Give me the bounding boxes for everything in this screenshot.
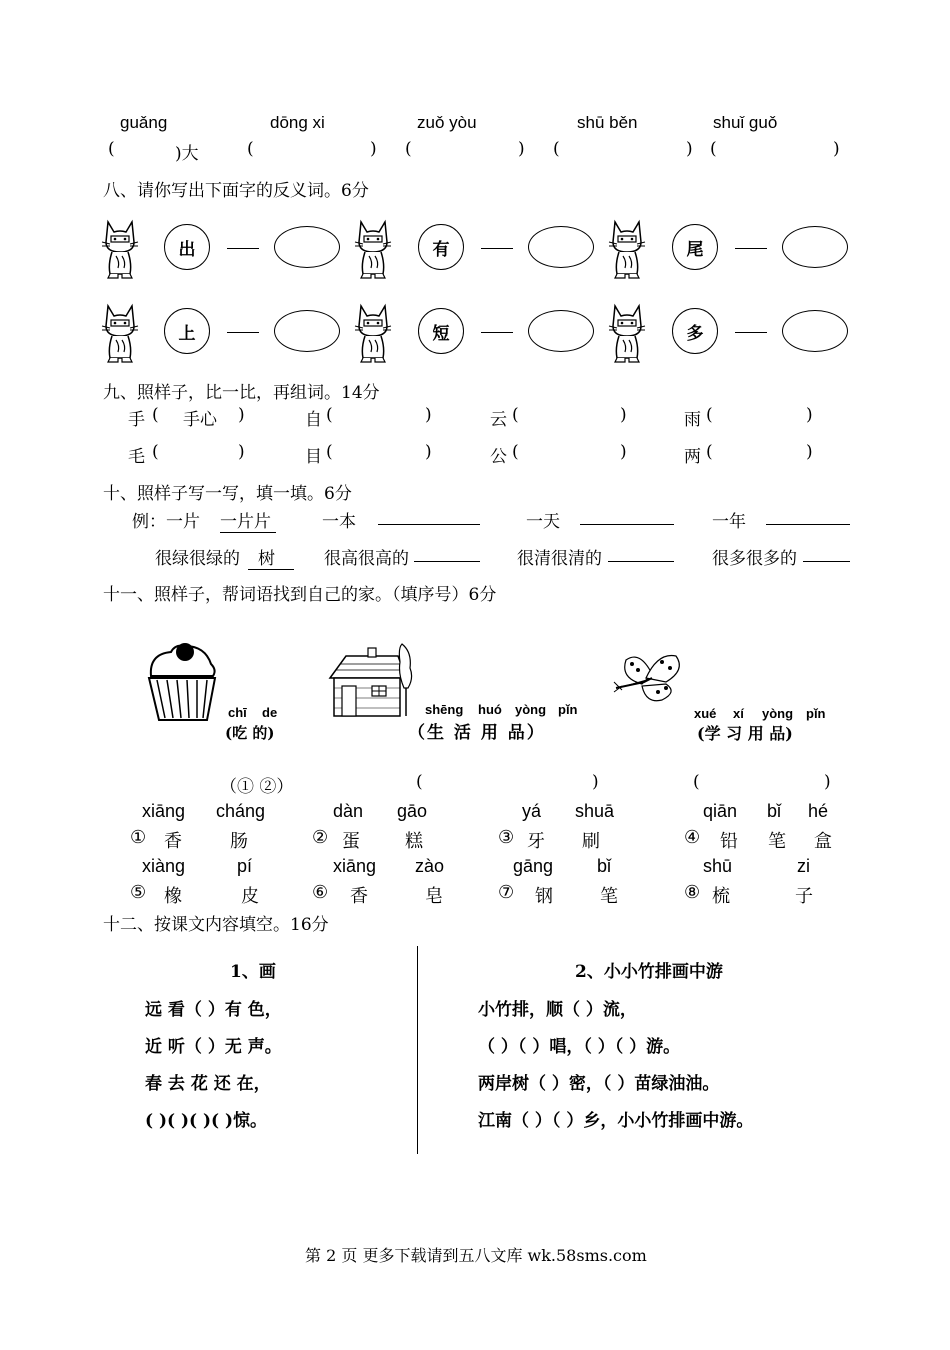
- antonym-char: 上: [164, 308, 210, 354]
- word-char: 糕: [405, 831, 423, 852]
- house-icon: [328, 638, 413, 720]
- paren: ): [620, 442, 627, 462]
- cat-icon: [100, 218, 140, 280]
- section9-title: 九、照样子，比一比，再组词。14分: [103, 383, 380, 403]
- antonym-char: 多: [672, 308, 718, 354]
- paren: ): [620, 405, 627, 425]
- phrase-item: 很多很多的: [712, 549, 797, 569]
- dash: [227, 248, 259, 249]
- word-char: 钢: [535, 886, 553, 907]
- category-daily: （生 活 用 品）: [408, 723, 546, 743]
- word-number: ①: [130, 827, 147, 848]
- antonym-char: 出: [164, 224, 210, 270]
- word-char: 子: [795, 886, 813, 907]
- answer-line[interactable]: [766, 524, 850, 525]
- phrase-prefix: 很绿很绿的: [155, 549, 240, 569]
- paren: (: [152, 405, 159, 425]
- section12-title: 十二、按课文内容填空。16分: [103, 915, 329, 935]
- cat-icon: [353, 302, 393, 364]
- word-char: 橡: [164, 886, 182, 907]
- pinyin-shuiguo: shuǐ guǒ: [713, 113, 778, 132]
- poem-line: 远 看（ ）有 色，: [145, 1000, 282, 1020]
- cat3-pinyin: xué: [694, 706, 717, 721]
- cat-icon: [100, 302, 140, 364]
- butterfly-icon: [612, 648, 684, 710]
- word-pinyin: xiāng: [142, 801, 186, 821]
- word-pinyin: xiàng: [142, 856, 186, 876]
- word-char: 牙: [527, 831, 545, 852]
- paren: ): [425, 405, 432, 425]
- blank-close: ): [370, 139, 377, 159]
- blank-open: (: [247, 139, 254, 159]
- poem-title-zhupai: 2、小小竹排画中游: [575, 962, 723, 982]
- answer-oval[interactable]: [782, 226, 848, 268]
- word-char: 皂: [425, 886, 443, 907]
- paren: ): [806, 442, 813, 462]
- paren: (: [706, 405, 713, 425]
- poem-line: （ ）（ ）唱，（ ）（ ）游。: [478, 1037, 681, 1057]
- dash: [481, 332, 513, 333]
- compare-char: 公: [490, 447, 507, 467]
- paren: (: [416, 772, 423, 792]
- word-pinyin: gāo: [397, 801, 428, 821]
- example-word: 手心: [183, 410, 217, 430]
- cat3-pinyin: pǐn: [806, 706, 826, 721]
- word-char: 肠: [230, 831, 248, 852]
- poem-title-hua: 1、画: [230, 962, 276, 982]
- antonym-char: 尾: [672, 224, 718, 270]
- blank-close: ): [833, 139, 840, 159]
- phrase-item: 很清很清的: [517, 549, 602, 569]
- word-pinyin: bǐ: [767, 801, 782, 821]
- pinyin-zuoyou: zuǒ yòu: [417, 113, 477, 132]
- word-char: 铅: [720, 831, 738, 852]
- compare-char: 目: [305, 447, 322, 467]
- measure-item: 一年: [712, 512, 746, 532]
- word-pinyin: zào: [415, 856, 445, 876]
- section8-title: 八、请你写出下面字的反义词。6分: [103, 181, 369, 201]
- word-pinyin: xiāng: [333, 856, 377, 876]
- word-pinyin: zi: [797, 856, 810, 876]
- column-divider: [417, 946, 418, 1154]
- compare-char: 毛: [128, 447, 145, 467]
- blank-open: (: [405, 139, 412, 159]
- compare-char: 雨: [684, 410, 701, 430]
- word-pinyin: shū: [703, 856, 733, 876]
- poem-line: 春 去 花 还 在，: [145, 1074, 271, 1094]
- cat-icon: [353, 218, 393, 280]
- cat1-pinyin-de: de: [262, 705, 278, 720]
- word-char: 笔: [768, 831, 786, 852]
- cat3-pinyin: xí: [733, 706, 744, 721]
- blank-close: ): [518, 139, 525, 159]
- compare-char: 手: [128, 410, 145, 430]
- cat-icon: [607, 218, 647, 280]
- answer-food: （① ②）: [220, 777, 294, 797]
- word-pinyin: qiān: [703, 801, 738, 821]
- category-food: (吃 的): [225, 724, 275, 742]
- pinyin-dongxi: dōng xi: [270, 113, 325, 132]
- word-pinyin: hé: [808, 801, 829, 821]
- cat2-pinyin: huó: [478, 702, 502, 717]
- word-pinyin: cháng: [216, 801, 266, 821]
- answer-oval[interactable]: [274, 226, 340, 268]
- word-number: ③: [498, 827, 515, 848]
- blank-open: (: [108, 139, 115, 159]
- word-number: ⑤: [130, 882, 147, 903]
- page-footer: 第 2 页 更多下载请到五八文库 wk.58sms.com: [305, 1246, 647, 1265]
- compare-char: 云: [490, 410, 507, 430]
- paren: ): [425, 442, 432, 462]
- word-char: 梳: [712, 886, 730, 907]
- poem-line: 小竹排，顺（ ）流，: [478, 1000, 637, 1020]
- answer-oval[interactable]: [528, 226, 594, 268]
- paren: (: [693, 772, 700, 792]
- poem-line: 江南（ ）（ ）乡，小小竹排画中游。: [478, 1111, 754, 1131]
- measure-item: 一天: [526, 512, 560, 532]
- paren: (: [152, 442, 159, 462]
- example-label: 例：一片: [132, 512, 200, 532]
- cat2-pinyin: yòng: [515, 702, 547, 717]
- dash: [735, 332, 767, 333]
- example-answer: 一片片: [220, 507, 276, 533]
- answer-oval[interactable]: [274, 310, 340, 352]
- section10-title: 十、照样子写一写，填一填。6分: [103, 484, 352, 504]
- paren: (: [326, 405, 333, 425]
- answer-line[interactable]: [378, 524, 480, 525]
- word-pinyin: shuā: [575, 801, 615, 821]
- category-study: (学 习 用 品): [697, 724, 793, 743]
- word-number: ②: [312, 827, 329, 848]
- word-number: ④: [684, 827, 701, 848]
- compare-char: 两: [684, 447, 701, 467]
- compare-char: 自: [305, 410, 322, 430]
- blank-open: (: [553, 139, 560, 159]
- paren: ): [238, 442, 245, 462]
- word-char: 笔: [600, 886, 618, 907]
- paren: (: [706, 442, 713, 462]
- measure-item: 一本: [322, 512, 356, 532]
- answer-line[interactable]: [414, 561, 480, 562]
- cupcake-icon: [145, 640, 220, 722]
- dash: [227, 332, 259, 333]
- blank-close: ): [686, 139, 693, 159]
- answer-line[interactable]: [580, 524, 674, 525]
- word-number: ⑦: [498, 882, 515, 903]
- answer-line[interactable]: [803, 561, 850, 562]
- phrase-answer: 树: [248, 544, 294, 570]
- cat-icon: [607, 302, 647, 364]
- cat1-pinyin-chi: chī: [228, 705, 247, 720]
- word-char: 香: [350, 886, 368, 907]
- section11-title: 十一、照样子，帮词语找到自己的家。（填序号）6分: [103, 585, 497, 605]
- word-pinyin: bǐ: [597, 856, 612, 876]
- poem-line: 两岸树（ ）密，（ ）苗绿油油。: [478, 1074, 720, 1094]
- paren: (: [512, 442, 519, 462]
- word-char: 蛋: [342, 831, 360, 852]
- cat2-pinyin: pǐn: [558, 702, 578, 717]
- blank-close-da: )大: [175, 144, 199, 164]
- pinyin-shuben: shū běn: [577, 113, 638, 132]
- paren: ): [592, 772, 599, 792]
- dash: [481, 248, 513, 249]
- phrase-item: 很高很高的: [324, 549, 409, 569]
- answer-oval[interactable]: [782, 310, 848, 352]
- word-pinyin: pí: [237, 856, 253, 876]
- paren: (: [512, 405, 519, 425]
- word-char: 香: [164, 831, 182, 852]
- answer-line[interactable]: [608, 561, 674, 562]
- pinyin-guang: guǎng: [120, 113, 168, 132]
- poem-line: 近 听（ ）无 声。: [145, 1037, 282, 1057]
- paren: ): [806, 405, 813, 425]
- blank-open: (: [710, 139, 717, 159]
- cat2-pinyin: shēng: [425, 702, 464, 717]
- word-char: 刷: [582, 831, 600, 852]
- paren: ): [238, 405, 245, 425]
- word-pinyin: gāng: [513, 856, 554, 876]
- word-number: ⑧: [684, 882, 701, 903]
- antonym-char: 有: [418, 224, 464, 270]
- paren: ): [824, 772, 831, 792]
- dash: [735, 248, 767, 249]
- word-pinyin: dàn: [333, 801, 364, 821]
- paren: (: [326, 442, 333, 462]
- poem-line: ( )( )( )( )惊。: [145, 1111, 268, 1131]
- word-char: 盒: [814, 831, 832, 852]
- word-pinyin: yá: [522, 801, 542, 821]
- word-number: ⑥: [312, 882, 329, 903]
- answer-oval[interactable]: [528, 310, 594, 352]
- antonym-char: 短: [418, 308, 464, 354]
- cat3-pinyin: yòng: [762, 706, 794, 721]
- word-char: 皮: [241, 886, 259, 907]
